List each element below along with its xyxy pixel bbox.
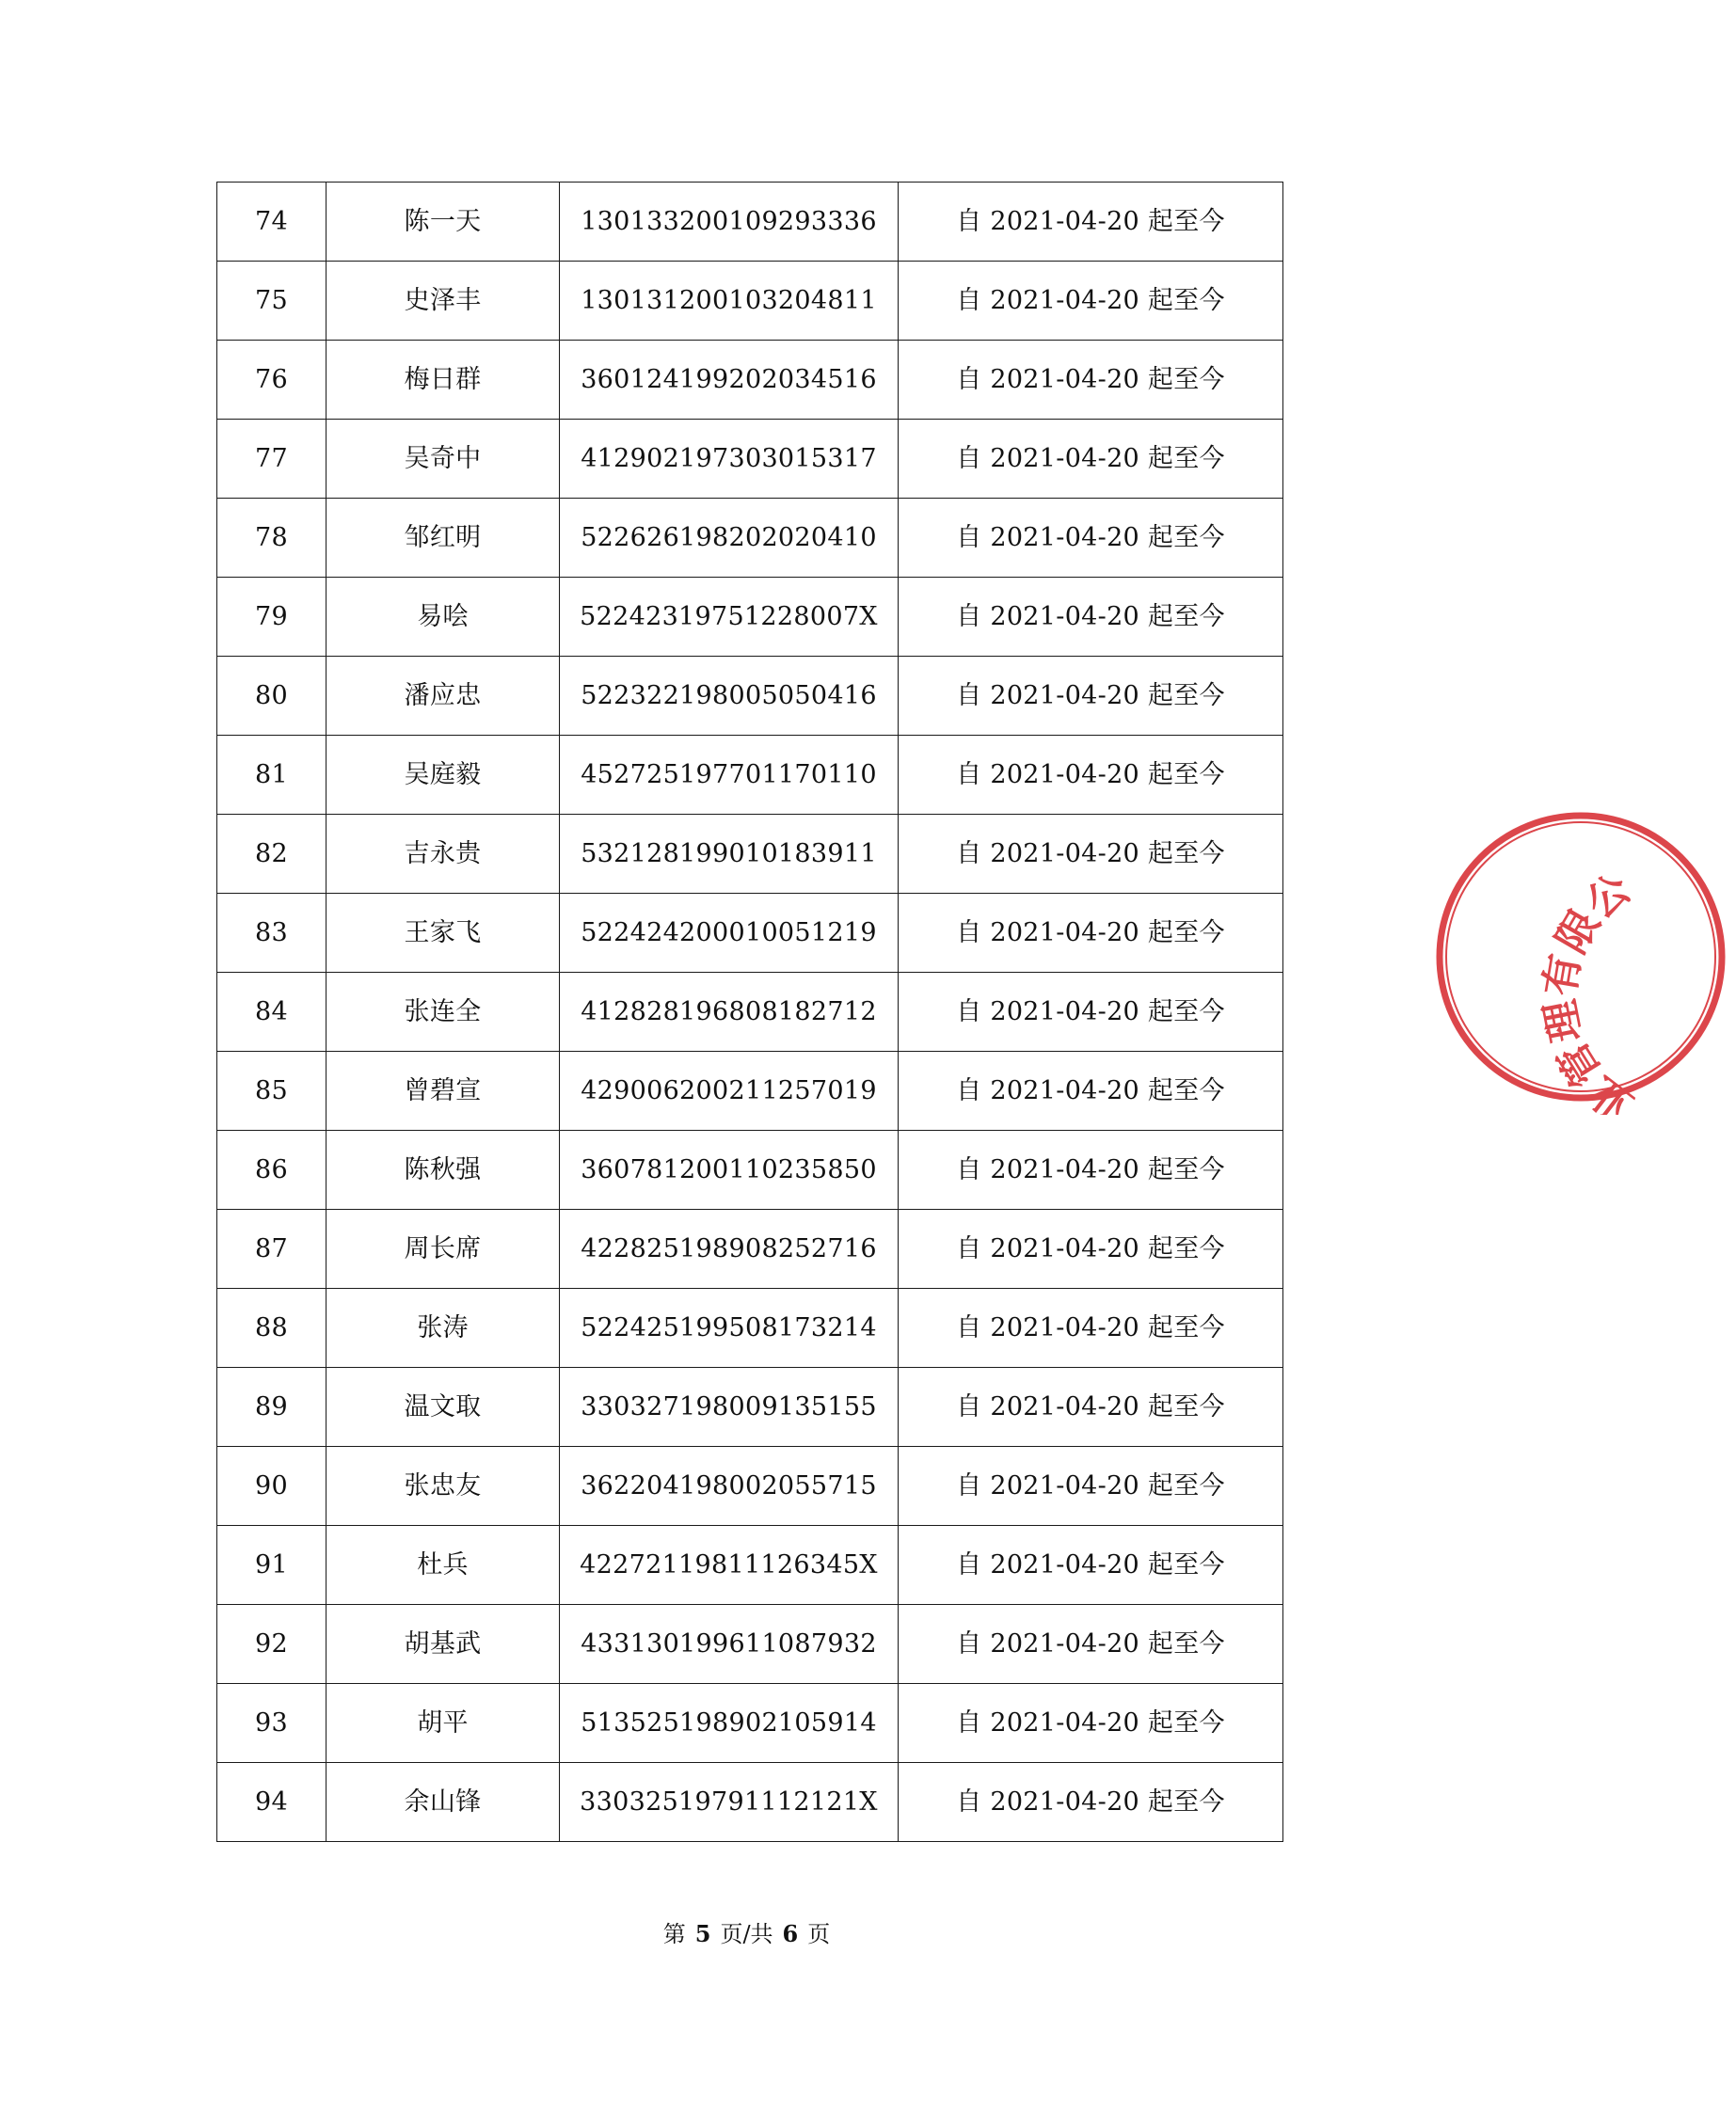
id-number-cell: 522425199508173214 — [560, 1289, 899, 1368]
table-row — [217, 1368, 1283, 1447]
row-number-cell: 83 — [217, 894, 326, 973]
period-cell: 自 2021-04-20 起至今 — [899, 1684, 1283, 1763]
name-cell: 余山锋 — [326, 1763, 560, 1842]
table-row — [217, 1684, 1283, 1763]
table-row — [217, 1526, 1283, 1605]
name-cell: 吴庭毅 — [326, 736, 560, 815]
period-cell: 自 2021-04-20 起至今 — [899, 499, 1283, 578]
id-number-cell: 330327198009135155 — [560, 1368, 899, 1447]
row-number-cell: 75 — [217, 262, 326, 341]
name-cell: 吴奇中 — [326, 420, 560, 499]
row-number-cell: 81 — [217, 736, 326, 815]
period-cell: 自 2021-04-20 起至今 — [899, 1447, 1283, 1526]
id-number-cell: 412902197303015317 — [560, 420, 899, 499]
footer-middle: 页/共 — [720, 1921, 773, 1947]
row-number-cell: 86 — [217, 1131, 326, 1210]
period-cell: 自 2021-04-20 起至今 — [899, 1368, 1283, 1447]
name-cell: 胡平 — [326, 1684, 560, 1763]
name-cell: 易哙 — [326, 578, 560, 657]
table-row — [217, 973, 1283, 1052]
svg-text:业管理有限公: 业管理有限公 — [1536, 865, 1643, 1115]
footer-prefix: 第 — [662, 1921, 686, 1947]
row-number-cell: 88 — [217, 1289, 326, 1368]
row-number-cell: 92 — [217, 1605, 326, 1684]
id-number-cell: 360124199202034516 — [560, 341, 899, 420]
roster-table-body — [217, 183, 1283, 1842]
row-number-cell: 84 — [217, 973, 326, 1052]
table-row — [217, 894, 1283, 973]
name-cell: 梅日群 — [326, 341, 560, 420]
footer-total-pages: 6 — [782, 1920, 799, 1947]
table-row — [217, 262, 1283, 341]
table-row — [217, 1447, 1283, 1526]
id-number-cell: 513525198902105914 — [560, 1684, 899, 1763]
row-number-cell: 78 — [217, 499, 326, 578]
company-seal-stamp — [1425, 800, 1643, 1115]
name-cell: 陈一天 — [326, 183, 560, 262]
table-row — [217, 1131, 1283, 1210]
table-row — [217, 1763, 1283, 1842]
name-cell: 张忠友 — [326, 1447, 560, 1526]
name-cell: 胡基武 — [326, 1605, 560, 1684]
period-cell: 自 2021-04-20 起至今 — [899, 1526, 1283, 1605]
row-number-cell: 74 — [217, 183, 326, 262]
name-cell: 温文取 — [326, 1368, 560, 1447]
id-number-cell: 522424200010051219 — [560, 894, 899, 973]
id-number-cell: 412828196808182712 — [560, 973, 899, 1052]
id-number-cell: 360781200110235850 — [560, 1131, 899, 1210]
period-cell: 自 2021-04-20 起至今 — [899, 894, 1283, 973]
period-cell: 自 2021-04-20 起至今 — [899, 657, 1283, 736]
table-row — [217, 1052, 1283, 1131]
table-row — [217, 420, 1283, 499]
period-cell: 自 2021-04-20 起至今 — [899, 736, 1283, 815]
row-number-cell: 87 — [217, 1210, 326, 1289]
id-number-cell: 522322198005050416 — [560, 657, 899, 736]
table-row — [217, 1605, 1283, 1684]
name-cell: 曾碧宣 — [326, 1052, 560, 1131]
row-number-cell: 76 — [217, 341, 326, 420]
id-number-cell: 42272119811126345X — [560, 1526, 899, 1605]
name-cell: 陈秋强 — [326, 1131, 560, 1210]
table-row — [217, 578, 1283, 657]
period-cell: 自 2021-04-20 起至今 — [899, 262, 1283, 341]
period-cell: 自 2021-04-20 起至今 — [899, 1131, 1283, 1210]
name-cell: 张涛 — [326, 1289, 560, 1368]
row-number-cell: 90 — [217, 1447, 326, 1526]
id-number-cell: 33032519791112121X — [560, 1763, 899, 1842]
period-cell: 自 2021-04-20 起至今 — [899, 1210, 1283, 1289]
row-number-cell: 77 — [217, 420, 326, 499]
period-cell: 自 2021-04-20 起至今 — [899, 1052, 1283, 1131]
id-number-cell: 532128199010183911 — [560, 815, 899, 894]
footer-suffix: 页 — [807, 1921, 831, 1947]
name-cell: 史泽丰 — [326, 262, 560, 341]
roster-table — [216, 182, 1283, 1842]
id-number-cell: 422825198908252716 — [560, 1210, 899, 1289]
row-number-cell: 89 — [217, 1368, 326, 1447]
period-cell: 自 2021-04-20 起至今 — [899, 1289, 1283, 1368]
id-number-cell: 429006200211257019 — [560, 1052, 899, 1131]
table-row — [217, 815, 1283, 894]
name-cell: 张连全 — [326, 973, 560, 1052]
table-row — [217, 499, 1283, 578]
row-number-cell: 80 — [217, 657, 326, 736]
id-number-cell: 130131200103204811 — [560, 262, 899, 341]
row-number-cell: 91 — [217, 1526, 326, 1605]
row-number-cell: 85 — [217, 1052, 326, 1131]
period-cell: 自 2021-04-20 起至今 — [899, 815, 1283, 894]
period-cell: 自 2021-04-20 起至今 — [899, 1763, 1283, 1842]
name-cell: 王家飞 — [326, 894, 560, 973]
id-number-cell: 522626198202020410 — [560, 499, 899, 578]
row-number-cell: 79 — [217, 578, 326, 657]
id-number-cell: 130133200109293336 — [560, 183, 899, 262]
period-cell: 自 2021-04-20 起至今 — [899, 973, 1283, 1052]
table-row — [217, 657, 1283, 736]
seal-graphic — [1425, 800, 1736, 1115]
table-row — [217, 1289, 1283, 1368]
id-number-cell: 362204198002055715 — [560, 1447, 899, 1526]
name-cell: 杜兵 — [326, 1526, 560, 1605]
id-number-cell: 52242319751228007X — [560, 578, 899, 657]
id-number-cell: 433130199611087932 — [560, 1605, 899, 1684]
name-cell: 邹红明 — [326, 499, 560, 578]
period-cell: 自 2021-04-20 起至今 — [899, 420, 1283, 499]
id-number-cell: 452725197701170110 — [560, 736, 899, 815]
period-cell: 自 2021-04-20 起至今 — [899, 1605, 1283, 1684]
page-footer — [0, 1915, 1493, 1948]
name-cell: 周长席 — [326, 1210, 560, 1289]
name-cell: 潘应忠 — [326, 657, 560, 736]
row-number-cell: 82 — [217, 815, 326, 894]
row-number-cell: 93 — [217, 1684, 326, 1763]
footer-current-page: 5 — [694, 1920, 711, 1947]
table-row — [217, 736, 1283, 815]
table-row — [217, 183, 1283, 262]
period-cell: 自 2021-04-20 起至今 — [899, 341, 1283, 420]
table-row — [217, 341, 1283, 420]
period-cell: 自 2021-04-20 起至今 — [899, 183, 1283, 262]
table-row — [217, 1210, 1283, 1289]
row-number-cell: 94 — [217, 1763, 326, 1842]
period-cell: 自 2021-04-20 起至今 — [899, 578, 1283, 657]
name-cell: 吉永贵 — [326, 815, 560, 894]
